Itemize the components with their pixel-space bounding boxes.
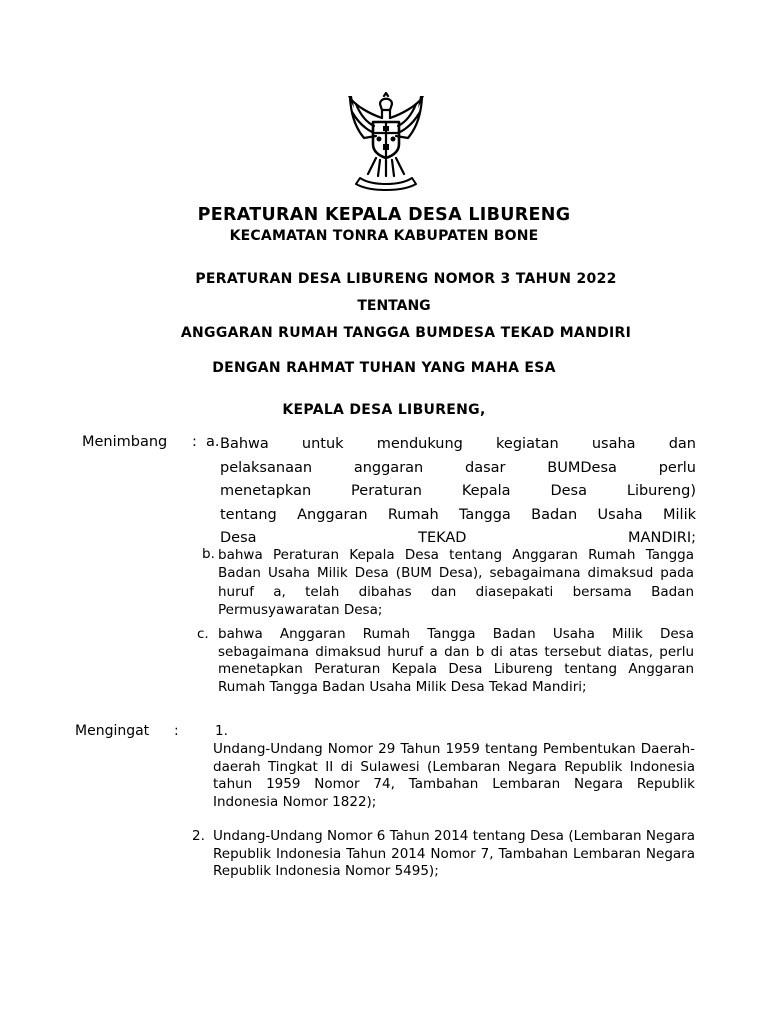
menimbang-item-a-line: tentang Anggaran Rumah Tangga Badan Usaha Milik: [220, 506, 696, 523]
garuda-pancasila-emblem-icon: [346, 92, 426, 194]
mengingat-colon: :: [174, 723, 179, 739]
mengingat-item-1: Undang-Undang Nomor 29 Tahun 1959 tentang Pembentukan Daerah-daerah Tingkat II di Sulawesi (Lembaran Negara Republik Indonesia tahun 1959 Nomor 74, Tambahan Lembaran Negara Republik Indonesia Nomor 1822);: [213, 741, 695, 810]
menimbang-item-a-marker: a.: [206, 434, 220, 450]
menimbang-item-a-line: pelaksanaan anggaran dasar BUMDesa perlu: [220, 459, 696, 476]
document-title: PERATURAN KEPALA DESA LIBURENG: [197, 205, 571, 225]
menimbang-item-a-line: Desa TEKAD MANDIRI;: [220, 530, 696, 547]
menimbang-item-c-marker: c.: [197, 626, 209, 642]
regulation-number: PERATURAN DESA LIBURENG NOMOR 3 TAHUN 2022: [195, 271, 617, 287]
mengingat-item-2-marker: 2.: [192, 828, 205, 844]
menimbang-label: Menimbang: [82, 434, 168, 450]
document-subtitle: KECAMATAN TONRA KABUPATEN BONE: [229, 228, 539, 244]
menimbang-item-a-line: Bahwa untuk mendukung kegiatan usaha dan: [220, 436, 696, 452]
menimbang-item-c: bahwa Anggaran Rumah Tangga Badan Usaha Milik Desa sebagaimana dimaksud huruf a dan b di atas tersebut diatas, perlu menetapkan Peraturan Kepala Desa Libureng tentang Anggaran Rumah Tangga Badan Usaha Milik Desa Tekad Mandiri;: [218, 626, 694, 695]
menimbang-item-a: [220, 433, 696, 551]
menimbang-item-b: bahwa Peraturan Kepala Desa tentang Anggaran Rumah Tangga Badan Usaha Milik Desa (BUM Desa), sebagaimana dimaksud pada huruf a, telah dibahas dan diasepakati bersama Badan Permusyawaratan Desa;: [218, 547, 694, 618]
menimbang-item-b-marker: b.: [202, 546, 215, 562]
blessing-line: DENGAN RAHMAT TUHAN YANG MAHA ESA: [212, 360, 556, 376]
regulation-about: TENTANG: [357, 298, 431, 314]
menimbang-item-a-line: menetapkan Peraturan Kepala Desa Libureng): [220, 483, 696, 500]
mengingat-item-2: Undang-Undang Nomor 6 Tahun 2014 tentang Desa (Lembaran Negara Republik Indonesia Tahun 2014 Nomor 7, Tambahan Lembaran Negara Republik Indonesia Nomor 5495);: [213, 828, 695, 880]
menimbang-colon: :: [192, 434, 197, 450]
regulation-subject: ANGGARAN RUMAH TANGGA BUMDESA TEKAD MANDIRI: [180, 325, 632, 341]
authority-line: KEPALA DESA LIBURENG,: [282, 402, 486, 418]
mengingat-item-1-marker: 1.: [215, 723, 228, 739]
mengingat-label: Mengingat: [75, 723, 150, 739]
